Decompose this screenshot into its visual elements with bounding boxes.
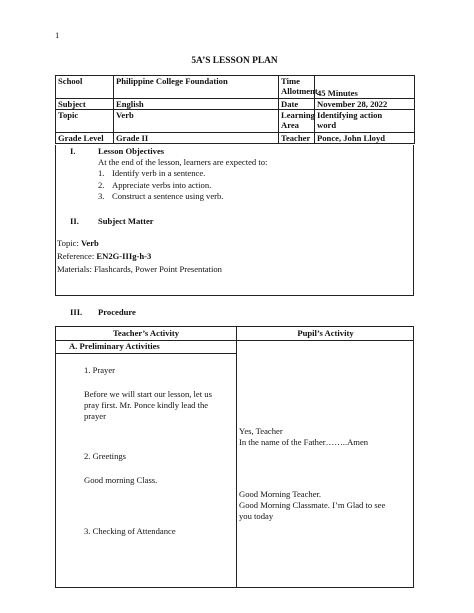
reference-line: Reference: EN2G-IIIg-h-3: [57, 251, 152, 261]
prayer-item: 1. Prayer: [84, 365, 116, 375]
objective-item-text: Appreciate verbs into action.: [112, 180, 212, 190]
objective-item-num: 1.: [98, 168, 105, 178]
learning-area-label: Learning Area: [279, 110, 315, 133]
page-title: 5A’S LESSON PLAN: [191, 56, 278, 66]
lesson-info-table: [55, 75, 415, 144]
procedure-numeral: III.: [70, 307, 83, 317]
school-value: Philippine College Foundation: [114, 76, 279, 99]
page-number: 1: [55, 30, 60, 40]
attendance-item: 3. Checking of Attendance: [84, 526, 176, 536]
materials-line: Materials: Flashcards, Power Point Presentation: [57, 264, 222, 274]
topic-label: Topic: [56, 110, 114, 133]
teacher-value: Ponce, John Lloyd: [315, 133, 415, 144]
objective-item-text: Construct a sentence using verb.: [112, 191, 224, 201]
learning-area-value: Identifying action word: [315, 110, 415, 133]
subject-value: English: [114, 99, 279, 110]
subject-matter-heading: Subject Matter: [98, 216, 154, 226]
pupil-activity-header: Pupil’s Activity: [297, 328, 354, 338]
subject-label: Subject: [56, 99, 114, 110]
procedure-subheader-divider: [56, 353, 236, 354]
school-label: School: [56, 76, 114, 99]
procedure-heading: Procedure: [98, 307, 136, 317]
topic-value: Verb: [114, 110, 279, 133]
preliminary-activities: A. Preliminary Activities: [69, 341, 160, 351]
teacher-activity-header: Teacher’s Activity: [112, 328, 180, 338]
greetings-item: 2. Greetings: [84, 451, 127, 461]
subject-matter-numeral: II.: [70, 216, 79, 226]
time-allotment-value: 45 Minutes: [315, 76, 415, 99]
procedure-table: [55, 326, 414, 588]
objective-item-num: 2.: [98, 180, 105, 190]
objective-item-num: 3.: [98, 191, 105, 201]
objectives-intro: At the end of the lesson, learners are expected to:: [98, 157, 268, 167]
grade-level-value: Grade II: [114, 133, 279, 144]
objective-item-text: Identify verb in a sentence.: [112, 168, 206, 178]
prayer-text: Before we will start our lesson, let us pray first. Mr. Ponce kindly lead the prayer: [84, 389, 212, 421]
objectives-numeral: I.: [70, 146, 76, 156]
date-value: November 28, 2022: [315, 99, 415, 110]
objectives-heading: Lesson Objectives: [98, 146, 165, 156]
grade-level-label: Grade Level: [56, 133, 114, 144]
date-label: Date: [279, 99, 315, 110]
procedure-column-divider: [236, 327, 237, 587]
pupil-prayer-response: Yes, Teacher In the name of the Father……..Amen: [239, 426, 369, 447]
time-allotment-label: Time Allotment: [279, 76, 315, 99]
teacher-label: Teacher: [279, 133, 315, 144]
topic-line: Topic: Verb: [57, 238, 99, 248]
greetings-text: Good morning Class.: [84, 475, 158, 485]
pupil-greeting-response: Good Morning Teacher. Good Morning Classmate. I’m Glad to see you today: [239, 489, 386, 521]
